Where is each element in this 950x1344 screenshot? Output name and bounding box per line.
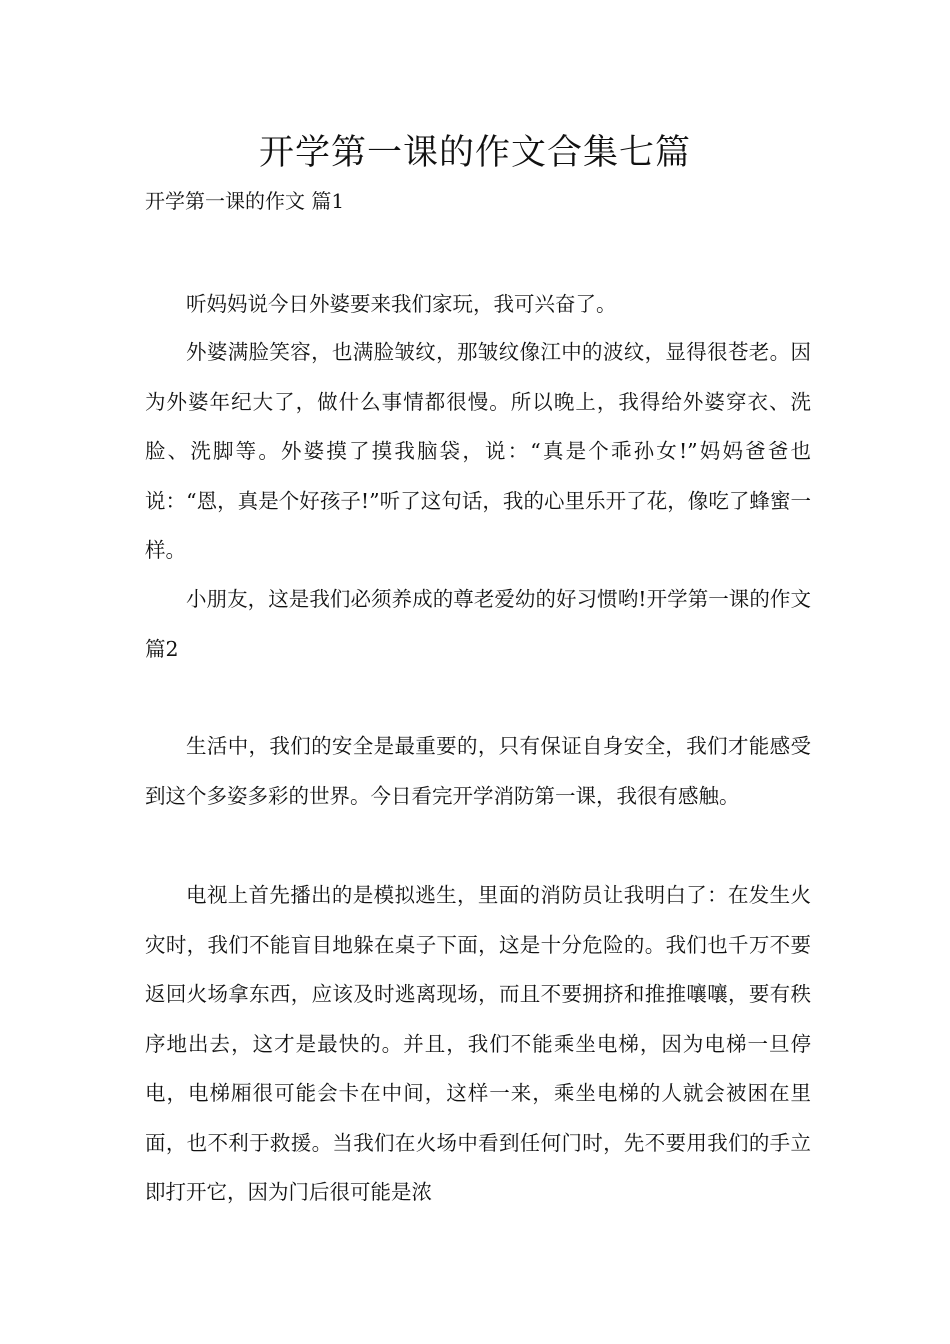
paragraph-5: 电视上首先播出的是模拟逃生，里面的消防员让我明白了：在发生火灾时，我们不能盲目地躲在桌子下面，这是十分危险的。我们也千万不要返回火场拿东西，应该及时逃离现场，而且不要拥挤和推推嚷嚷，要有秩序地出去，这才是最快的。并且，我们不能乘坐电梯，因为电梯一旦停电，电梯厢很可能会卡在中间，这样一来，乘坐电梯的人就会被困在里面，也不利于救援。当我们在火场中看到任何门时，先不要用我们的手立即打开它，因为门后很可能是浓 [145,883,811,1204]
paragraph-4: 生活中，我们的安全是最重要的，只有保证自身安全，我们才能感受到这个多姿多彩的世界。今日看完开学消防第一课，我很有感触。 [145,734,811,808]
paragraph-1: 听妈妈说今日外婆要来我们家玩，我可兴奋了。 [186,292,617,316]
paragraph-2: 外婆满脸笑容，也满脸皱纹，那皱纹像江中的波纹，显得很苍老。因为外婆年纪大了，做什么事情都很慢。所以晚上，我得给外婆穿衣、洗脸、洗脚等。外婆摸了摸我脑袋，说：“真是个乖孙女!”妈妈爸爸也说：“恩，真是个好孩子!”听了这句话，我的心里乐开了花，像吃了蜂蜜一样。 [145,340,811,562]
paragraph-3: 小朋友，这是我们必须养成的尊老爱幼的好习惯哟!开学第一课的作文 篇2 [145,587,811,661]
section-heading-1: 开学第一课的作文 篇1 [145,189,345,213]
document-title: 开学第一课的作文合集七篇 [258,133,691,173]
